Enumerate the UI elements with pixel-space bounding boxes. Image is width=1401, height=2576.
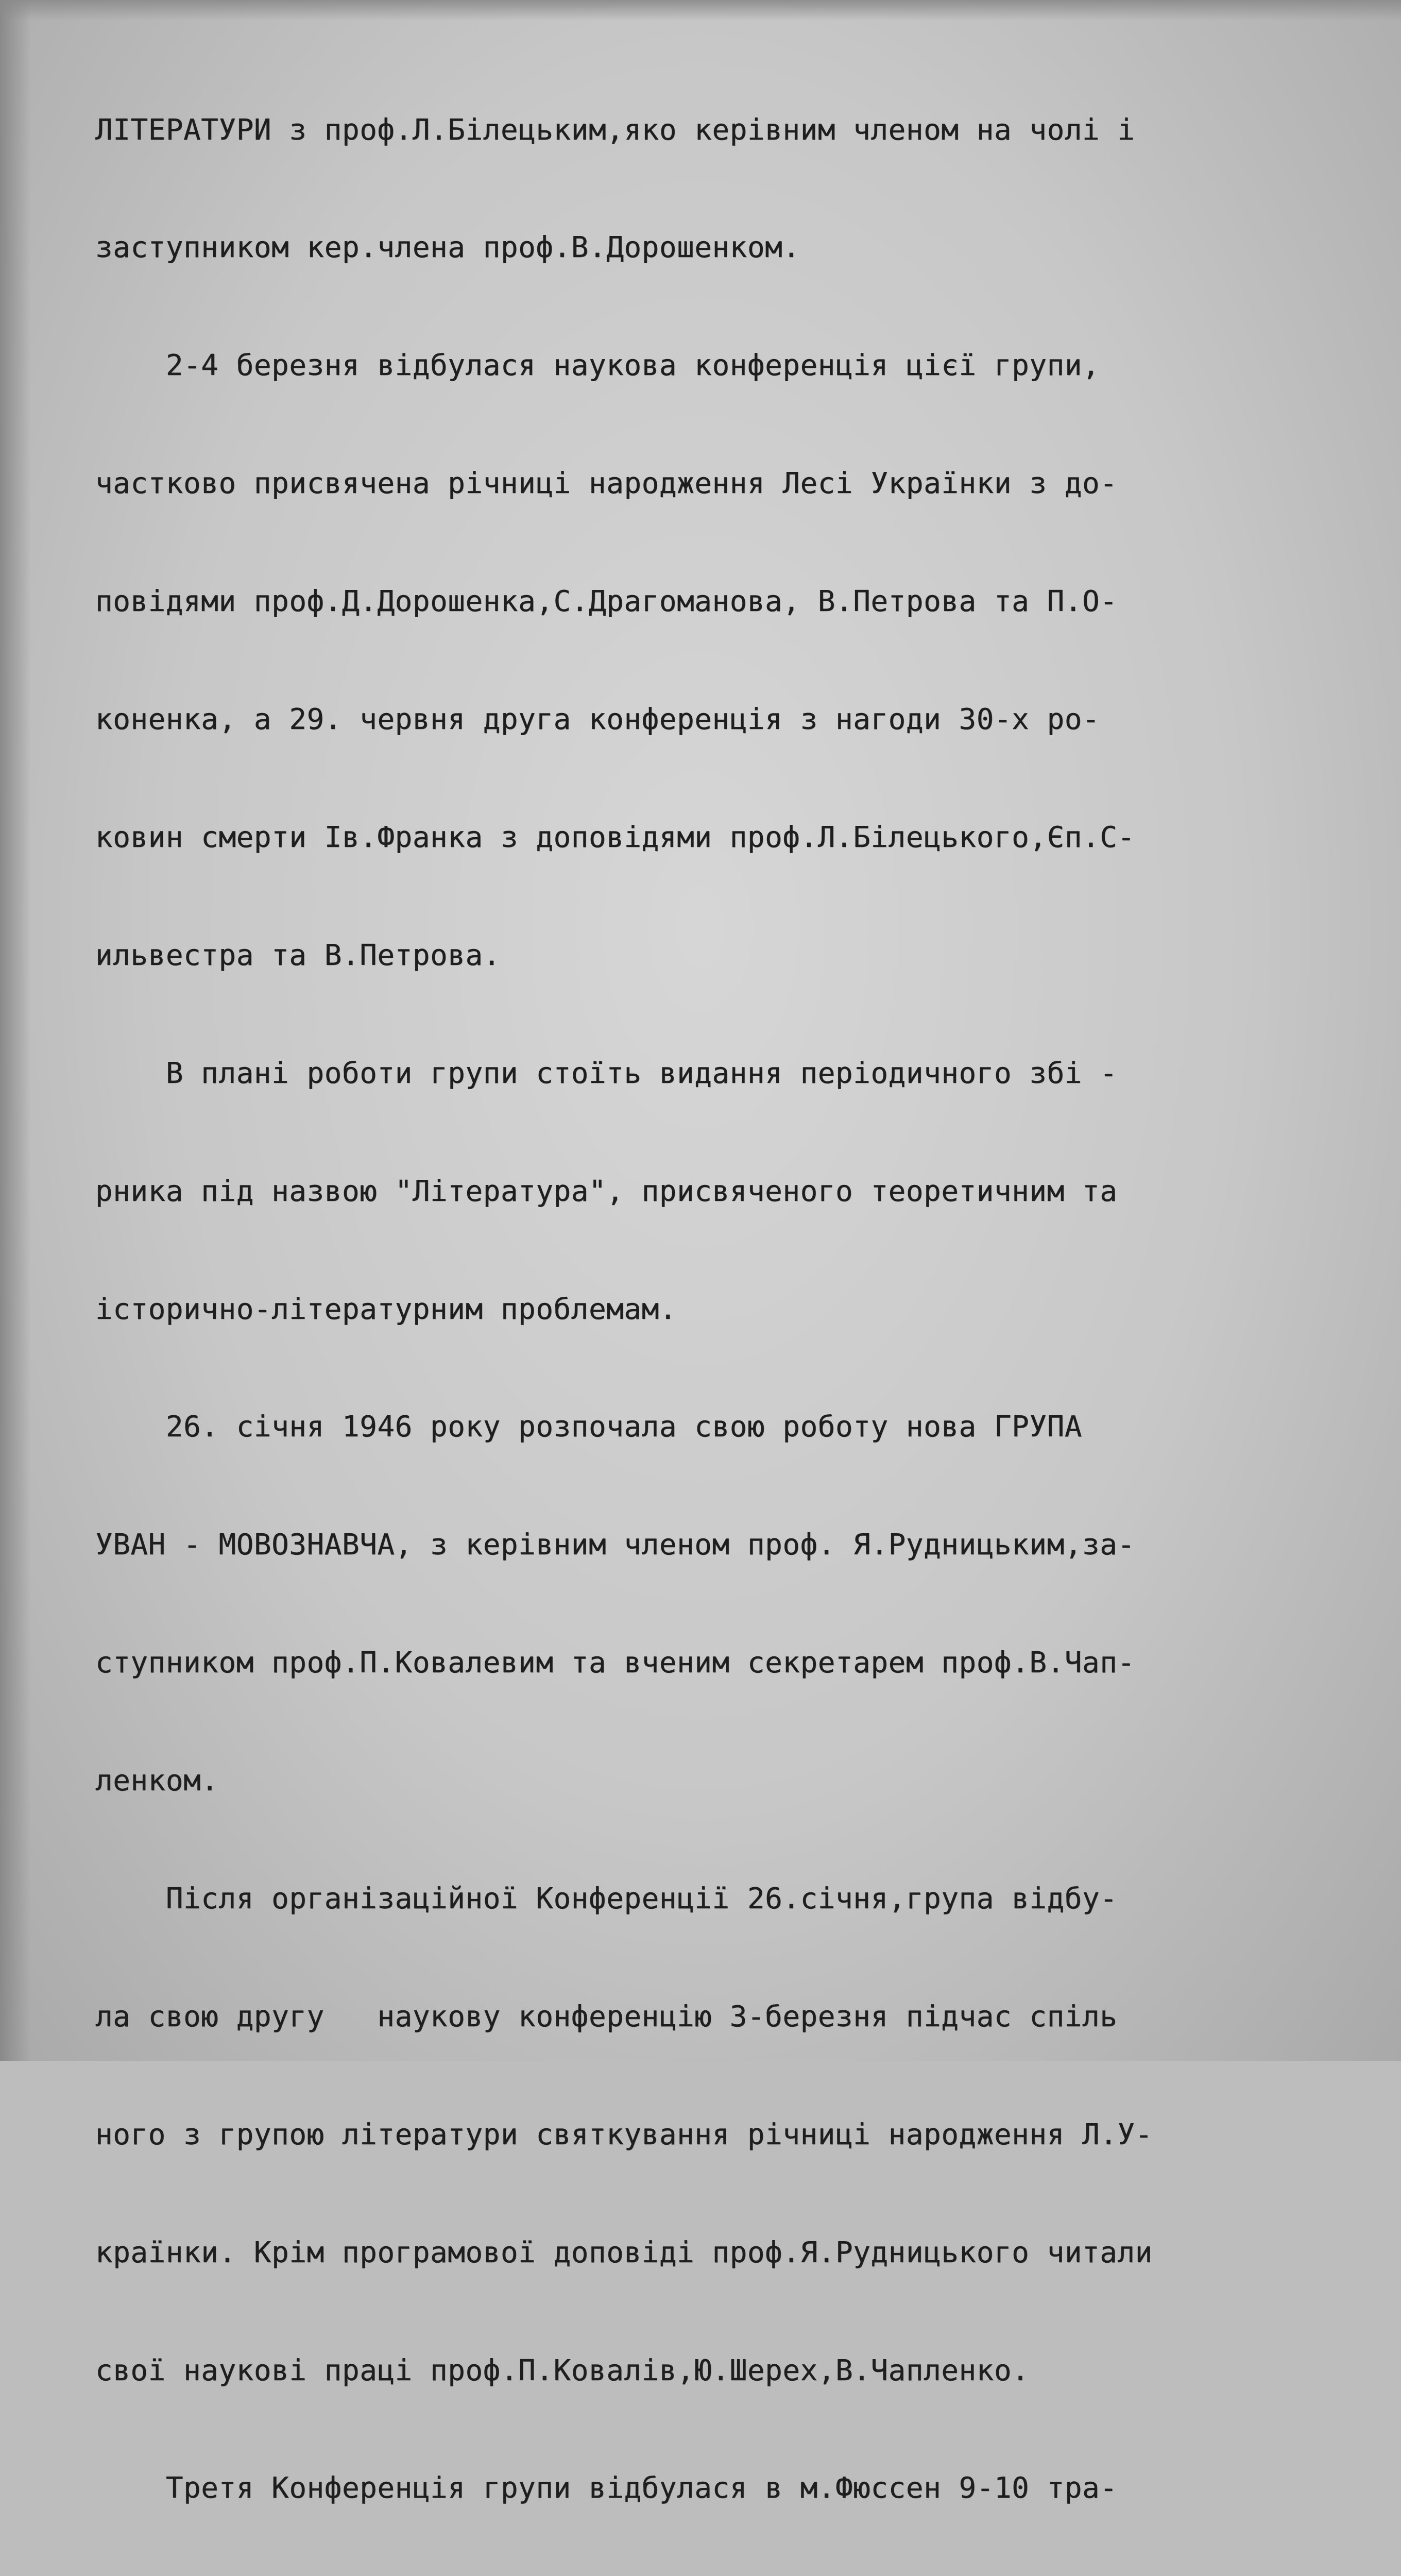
- typewritten-text-body: [95, 32, 1342, 2576]
- text-line: УВАН - МОВОЗНАВЧА, з керівним членом проф. Я.Рудницьким,за-: [95, 1528, 1135, 1562]
- text-line: країнки. Крім програмової доповіді проф.Я.Рудницького читали: [95, 2235, 1153, 2269]
- text-line: ильвестра та В.Петрова.: [95, 938, 501, 972]
- text-line: Третя Конференція групи відбулася в м.Фюссен 9-10 тра-: [95, 2471, 1118, 2505]
- text-line: ЛІТЕРАТУРИ з проф.Л.Білецьким,яко керівним членом на чолі і: [95, 113, 1135, 147]
- text-line: 26. січня 1946 року розпочала свою роботу нова ГРУПА: [95, 1410, 1083, 1444]
- text-line: ковин смерти Ів.Франка з доповідями проф.Л.Білецького,Єп.С-: [95, 820, 1135, 854]
- text-line: повідями проф.Д.Дорошенка,С.Драгоманова, В.Петрова та П.О-: [95, 585, 1118, 619]
- text-line: ного з групою літератури святкування річниці народження Л.У-: [95, 2117, 1153, 2151]
- text-line: заступником кер.члена проф.В.Дорошенком.: [95, 231, 800, 265]
- text-line: частково присвячена річниці народження Лесі Українки з до-: [95, 467, 1118, 501]
- text-line: Після організаційної Конференції 26.січня,група відбу-: [95, 1882, 1118, 1916]
- text-line: історично-літературним проблемам.: [95, 1292, 677, 1326]
- text-line: рника під назвою "Література", присвяченого теоретичним та: [95, 1174, 1118, 1208]
- text-line: ступником проф.П.Ковалевим та вченим секретарем проф.В.Чап-: [95, 1646, 1135, 1680]
- text-line: ленком.: [95, 1764, 219, 1798]
- text-line: коненка, а 29. червня друга конференція з нагоди 30-х ро-: [95, 703, 1100, 737]
- text-line: ла свою другу наукову конференцію 3-березня підчас спіль: [95, 1999, 1118, 2033]
- text-line: свої наукові праці проф.П.Ковалів,Ю.Шерех,В.Чапленко.: [95, 2353, 1030, 2387]
- text-line: В плані роботи групи стоїть видання періодичного збі -: [95, 1056, 1118, 1090]
- text-line: 2-4 березня відбулася наукова конференція цієї групи,: [95, 349, 1100, 383]
